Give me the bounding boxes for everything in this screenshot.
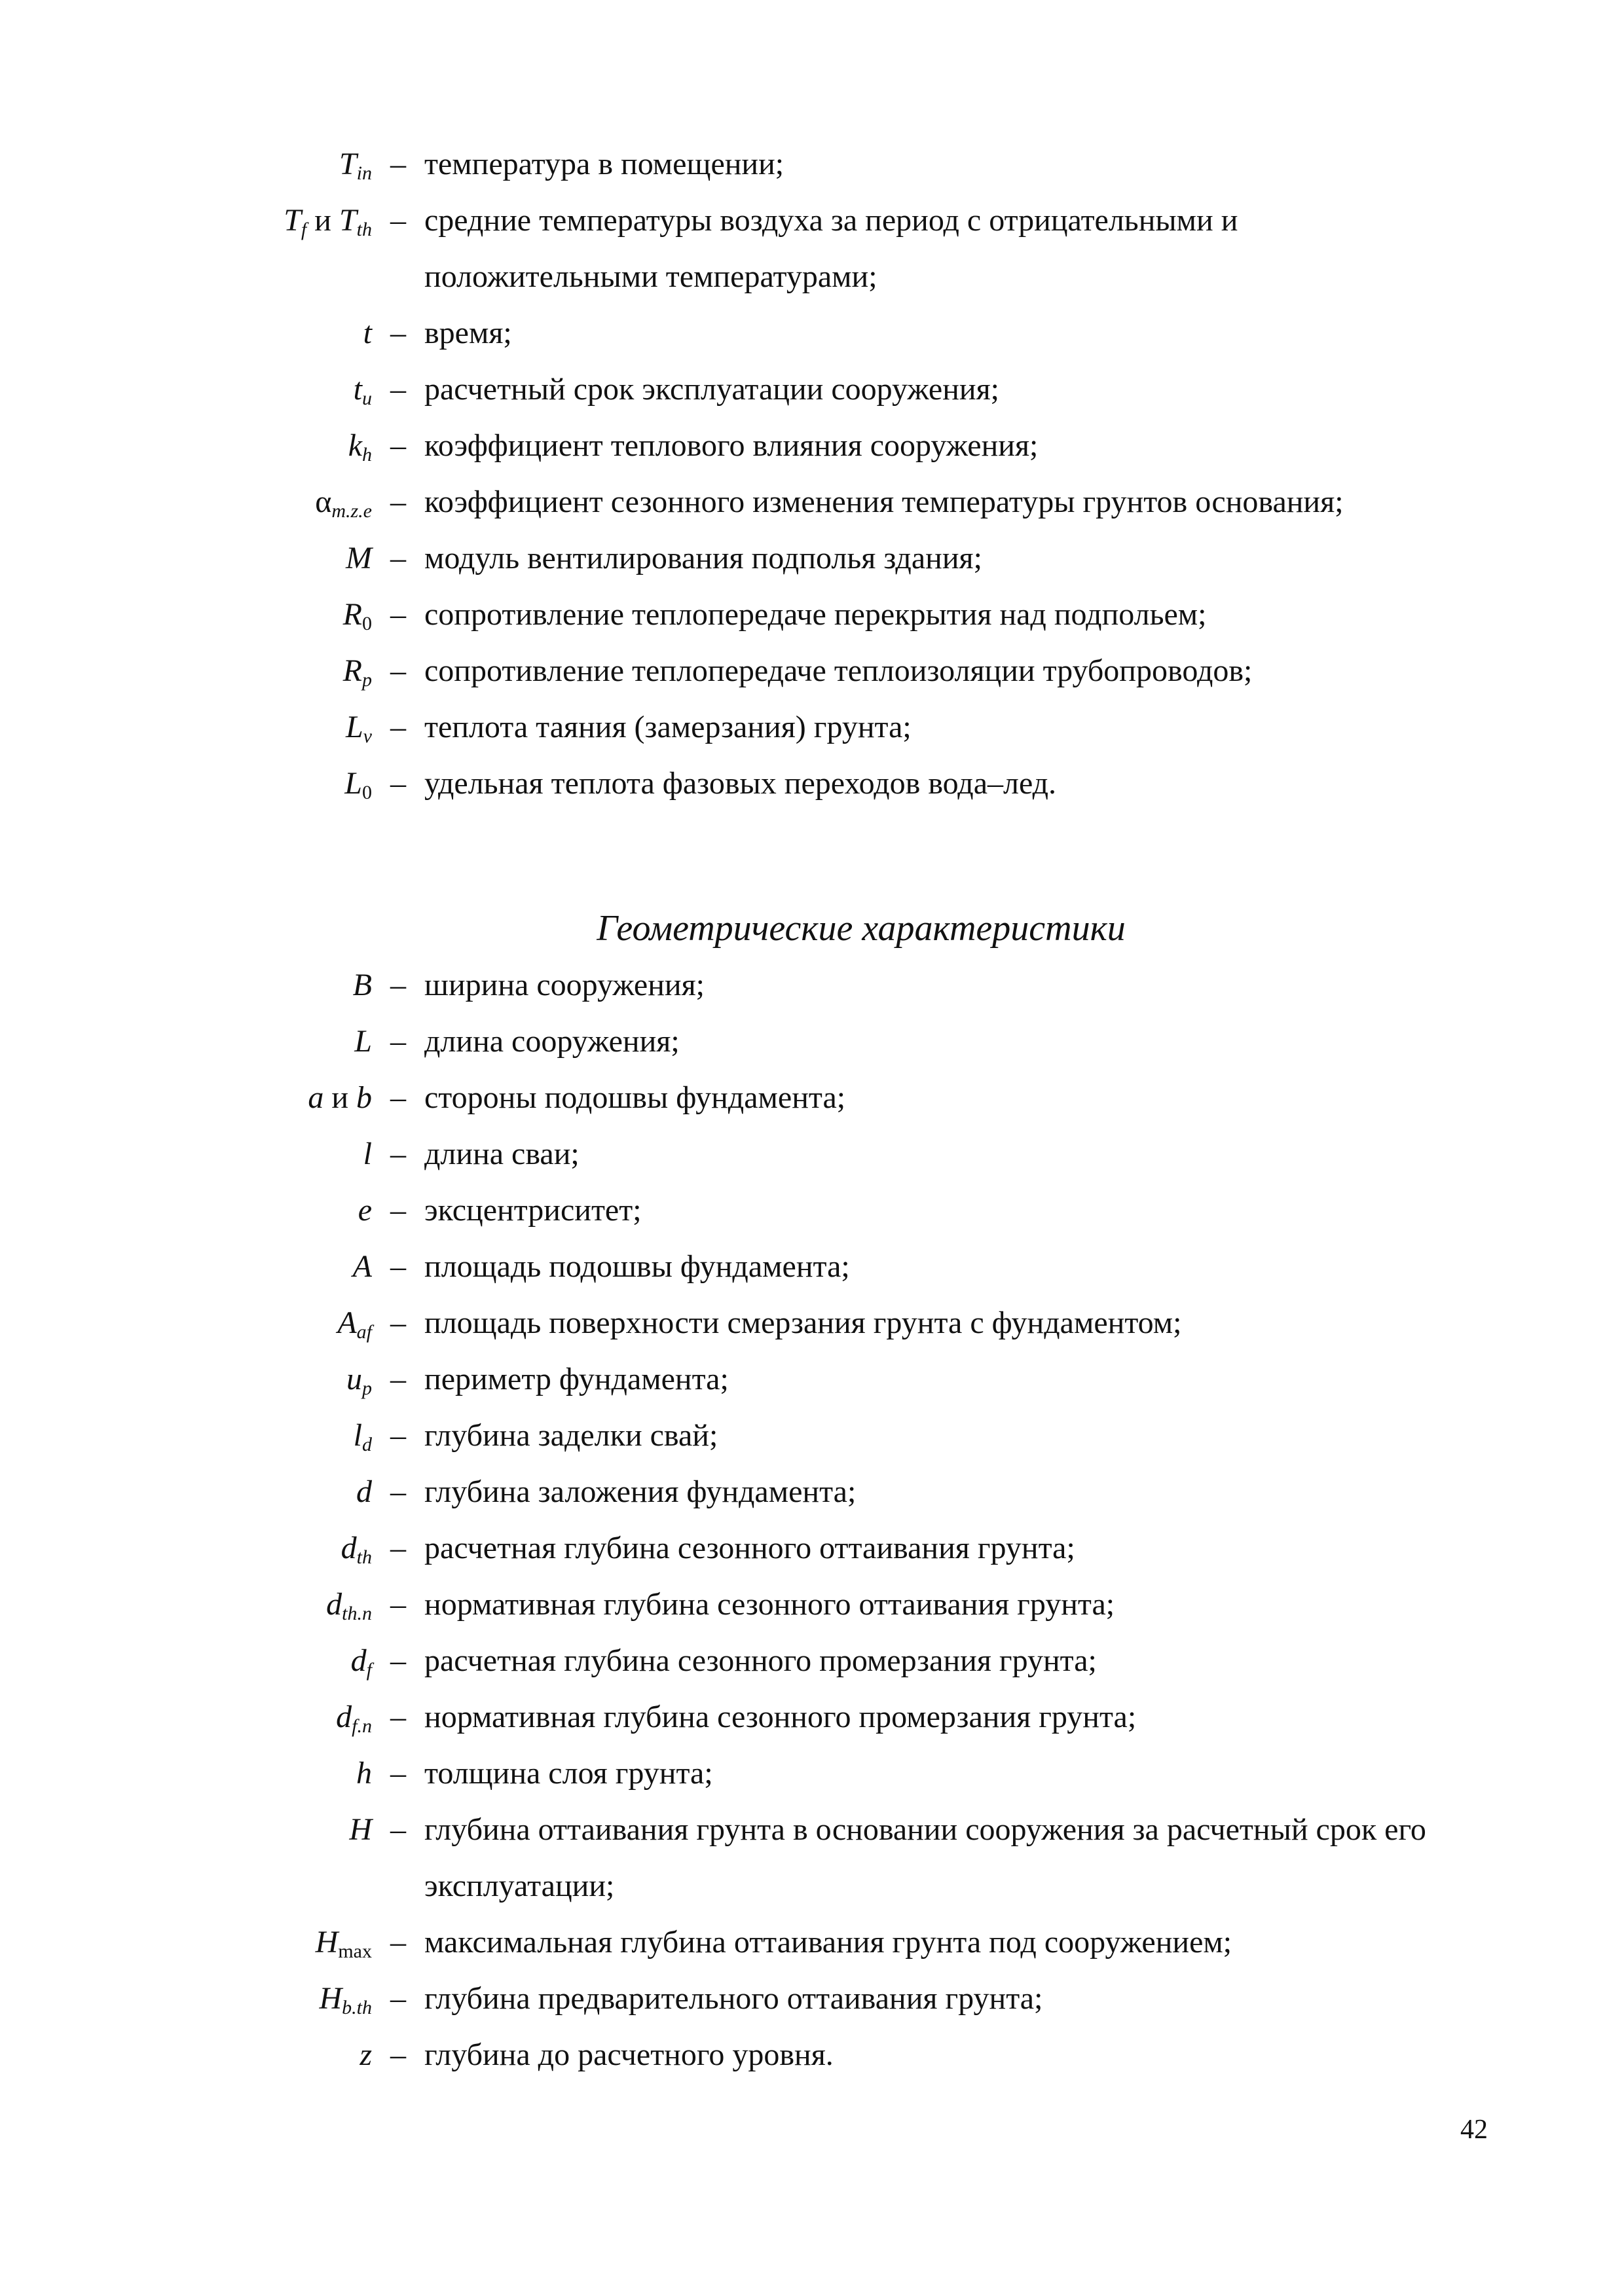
definition-continuation: эксплуатации; (424, 1868, 615, 1903)
dash: – (390, 653, 406, 688)
symbol: $l_d$ (353, 1418, 372, 1455)
symbol: $d_{th}$ (341, 1531, 372, 1568)
symbol: H (349, 1812, 372, 1847)
dash: – (390, 1249, 406, 1284)
dash: – (390, 1305, 406, 1340)
list-item (0, 1351, 1624, 1408)
page-number: 42 (1460, 2115, 1488, 2145)
list-item (0, 530, 1624, 587)
symbol: h (356, 1756, 372, 1791)
dash: – (390, 2037, 406, 2072)
definition: удельная теплота фазовых переходов вода–лед. (424, 766, 1057, 801)
list-item (0, 1408, 1624, 1464)
list-item (0, 643, 1624, 699)
definition: длина сваи; (424, 1137, 580, 1171)
list-item (0, 957, 1624, 1013)
symbol: A (352, 1249, 372, 1284)
list-item (0, 587, 1624, 643)
list-item (0, 1576, 1624, 1633)
symbol: t (363, 316, 372, 350)
symbol: $H_{max}$ (315, 1925, 372, 1962)
dash: – (390, 428, 406, 463)
definition: глубина заложения фундамента; (424, 1474, 857, 1509)
definition: длина сооружения; (424, 1024, 680, 1059)
dash: – (390, 1925, 406, 1959)
dash: – (390, 1362, 406, 1396)
definition: периметр фундамента; (424, 1362, 729, 1396)
definition: время; (424, 316, 512, 350)
definition: теплота таяния (замерзания) грунта; (424, 710, 912, 744)
definition: нормативная глубина сезонного промерзания грунта; (424, 1700, 1137, 1734)
symbol: $t_u$ (353, 372, 372, 409)
symbol: $R_p$ (342, 653, 372, 691)
definition: глубина до расчетного уровня. (424, 2037, 834, 2072)
list-item (0, 699, 1624, 756)
dash: – (390, 597, 406, 632)
list-item (0, 192, 1624, 249)
symbol: $H_{b.th}$ (319, 1981, 372, 2018)
definition: сопротивление теплопередаче теплоизоляции трубопроводов; (424, 653, 1253, 688)
dash: – (390, 1531, 406, 1565)
symbol: e (358, 1193, 372, 1228)
dash: – (390, 1587, 406, 1622)
list-item (0, 1295, 1624, 1351)
dash: – (390, 372, 406, 407)
symbol: B (352, 968, 372, 1002)
definition: температура в помещении; (424, 147, 784, 181)
list-item (0, 1239, 1624, 1295)
symbol: $d_{th.n}$ (326, 1587, 372, 1624)
definition: площадь подошвы фундамента; (424, 1249, 850, 1284)
dash: – (390, 1474, 406, 1509)
dash: – (390, 1024, 406, 1059)
definition-continuation: положительными температурами; (424, 259, 877, 294)
dash: – (390, 1080, 406, 1115)
dash: – (390, 203, 406, 238)
dash: – (390, 1700, 406, 1734)
dash: – (390, 968, 406, 1002)
list-item (0, 1689, 1624, 1745)
list-item (0, 418, 1624, 474)
definition: толщина слоя грунта; (424, 1756, 713, 1791)
geometric-symbols-list (0, 957, 1624, 2083)
definition: ширина сооружения; (424, 968, 705, 1002)
list-item (0, 1520, 1624, 1576)
list-item (0, 756, 1624, 812)
list-item (0, 1182, 1624, 1239)
dash: – (390, 1193, 406, 1228)
symbol: $L_v$ (345, 710, 372, 747)
symbol: $R_0$ (342, 597, 372, 634)
list-item (0, 1070, 1624, 1126)
definition: стороны подошвы фундамента; (424, 1080, 846, 1115)
list-item (0, 1914, 1624, 1971)
symbol: L (354, 1024, 372, 1059)
dash: – (390, 316, 406, 350)
list-item (0, 1745, 1624, 1802)
list-item (0, 1013, 1624, 1070)
definition: модуль вентилирования подполья здания; (424, 541, 982, 575)
definition: глубина заделки свай; (424, 1418, 718, 1453)
definition: коэффициент теплового влияния сооружения; (424, 428, 1039, 463)
list-item (0, 1126, 1624, 1182)
symbol: M (346, 541, 372, 575)
symbol: $L_0$ (344, 766, 372, 803)
definition: сопротивление теплопередаче перекрытия над подпольем; (424, 597, 1207, 632)
dash: – (390, 710, 406, 744)
dash: – (390, 1643, 406, 1678)
list-item (0, 1971, 1624, 2027)
definition: эксцентриситет; (424, 1193, 642, 1228)
list-item (0, 305, 1624, 361)
definition: средние температуры воздуха за период с отрицательными и (424, 203, 1238, 238)
symbol: $d_f$ (350, 1643, 372, 1681)
definition: коэффициент сезонного изменения температуры грунтов основания; (424, 484, 1344, 519)
definition: глубина оттаивания грунта в основании сооружения за расчетный срок его (424, 1812, 1426, 1847)
dash: – (390, 1756, 406, 1791)
definition: нормативная глубина сезонного оттаивания грунта; (424, 1587, 1115, 1622)
symbol: d (356, 1474, 372, 1509)
definition: расчетная глубина сезонного оттаивания грунта; (424, 1531, 1075, 1565)
symbol: $\alpha_{m.z.e}$ (315, 484, 372, 522)
symbol: $T_f$ и $T_{th}$ (284, 203, 372, 240)
definition: глубина предварительного оттаивания грунта; (424, 1981, 1043, 2016)
symbol: $d_{f.n}$ (336, 1700, 372, 1737)
dash: – (390, 1418, 406, 1453)
symbol: l (363, 1137, 372, 1171)
definition: расчетный срок эксплуатации сооружения; (424, 372, 1000, 407)
symbol: a и b (308, 1080, 372, 1115)
symbol: $A_{af}$ (337, 1305, 372, 1343)
list-item (0, 2027, 1624, 2083)
definition: площадь поверхности смерзания грунта с фундаментом; (424, 1305, 1182, 1340)
symbol: $T_{in}$ (339, 147, 372, 184)
dash: – (390, 1137, 406, 1171)
list-item (0, 361, 1624, 418)
dash: – (390, 1981, 406, 2016)
symbol: z (360, 2037, 372, 2072)
list-item (0, 1802, 1624, 1858)
dash: – (390, 484, 406, 519)
symbol: $u_p$ (346, 1362, 372, 1399)
list-item (0, 474, 1624, 530)
symbol: $k_h$ (348, 428, 372, 465)
dash: – (390, 766, 406, 801)
list-item (0, 1633, 1624, 1689)
dash: – (390, 1812, 406, 1847)
dash: – (390, 147, 406, 181)
section-heading: Геометрические характеристики (597, 908, 1126, 949)
thermal-symbols-list (0, 136, 1624, 812)
dash: – (390, 541, 406, 575)
definition: максимальная глубина оттаивания грунта под сооружением; (424, 1925, 1232, 1959)
definition: расчетная глубина сезонного промерзания грунта; (424, 1643, 1097, 1678)
list-item (0, 1464, 1624, 1520)
list-item (0, 136, 1624, 192)
